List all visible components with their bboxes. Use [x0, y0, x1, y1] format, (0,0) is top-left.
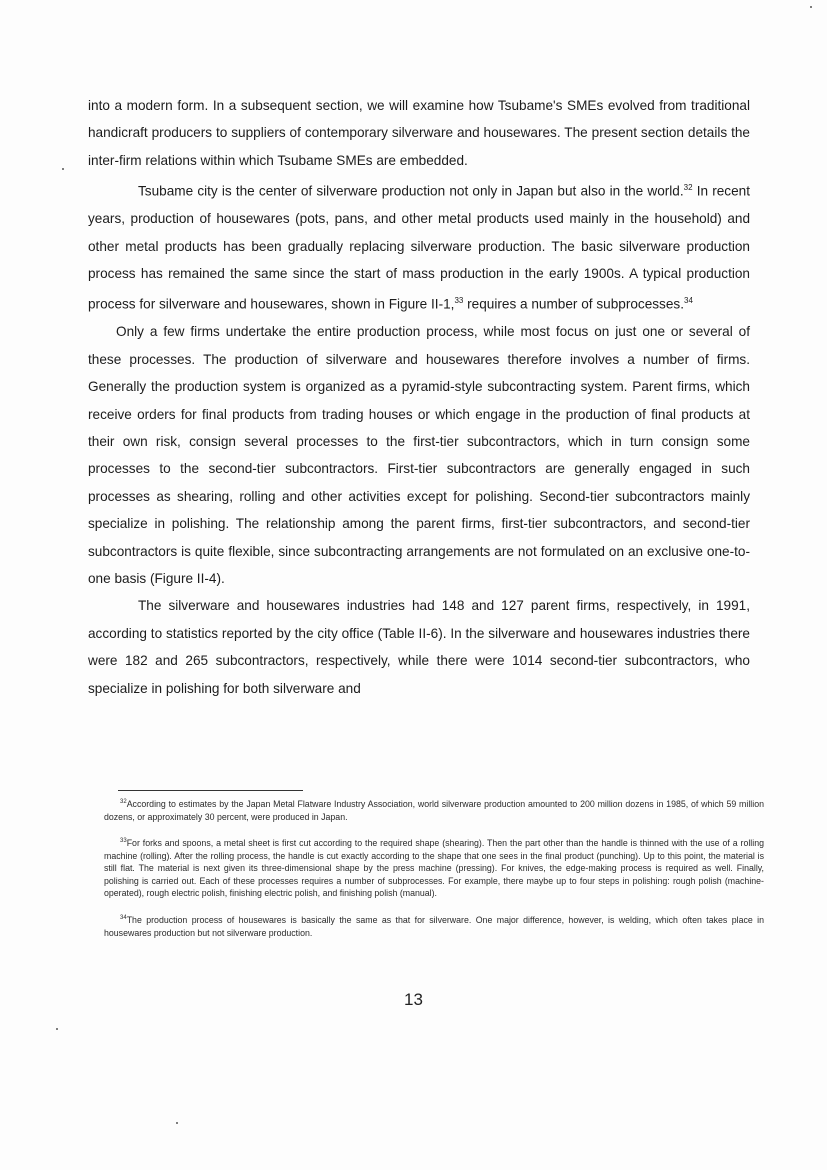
footnote-marker: 33 — [454, 296, 464, 306]
text-run: requires a number of subprocesses. — [463, 296, 684, 312]
scan-speck — [56, 1028, 58, 1030]
text-run: According to estimates by the Japan Metal Flatware Industry Association, world silverware production amounted to 200 million dozens in 1985, of which 59 million dozens, or approximately 30 percent, were produced in Japan. — [104, 798, 764, 822]
scan-speck — [62, 168, 64, 170]
paragraph-firm-processes — [88, 318, 750, 592]
footnote-marker: 33 — [120, 838, 127, 845]
page-number: 13 — [404, 990, 423, 1009]
text-run: For forks and spoons, a metal sheet is first cut according to the required shape (shearing). Then the part other than the handle is thinned with the use of a rolling machine (rolling). After the rolling process, the handle is cut exactly according to the shape that one sees in the final product (punching). Up to this point, the material is still flat. The material is next given its three-dimensional shape by the press machine (pressing). For knives, the edge-making process is required as well. Finally, polishing is carried out. Each of these processes requires a number of subprocesses. For example, there maybe up to four steps in polishing: rough polish (machine-operated), rough electric polish, finishing electric polish, and finishing polish (manual). — [104, 838, 764, 899]
scan-speck — [810, 6, 812, 8]
footnotes — [104, 796, 764, 951]
footnote-marker: 32 — [120, 799, 127, 805]
text-run: Tsubame city is the center of silverware production not only in Japan but also in the world. — [138, 183, 684, 199]
text-run: In recent years, production of housewares (pots, pans, and other metal products used mainly in the household) and other metal products has been gradually replacing silverware production. The basic silverware production process has remained the same since the start of mass production in the early 1900s. A typical production process for silverware and housewares, shown in Figure II-1, — [88, 183, 750, 312]
footnote-33 — [104, 835, 764, 900]
text-run: into a modern form. In a subsequent section, we will examine how Tsubame's SMEs evolved from traditional handicraft producers to suppliers of contemporary silverware and housewares. The present section details the inter-firm relations within which Tsubame SMEs are embedded. — [88, 98, 750, 168]
paragraph-continuation — [88, 92, 750, 174]
footnote-marker: 34 — [684, 296, 693, 306]
footnote-marker: 32 — [683, 183, 693, 193]
footnote-32 — [104, 796, 764, 823]
paragraph-parent-firms — [88, 592, 750, 702]
paragraph-tsubame-center — [88, 174, 750, 318]
text-run: Only a few firms undertake the entire production process, while most focus on just one or several of these processes. The production of silverware and housewares therefore involves a number of firms. Generally the production system is organized as a pyramid-style subcontracting system. Parent firms, which receive orders for final products from trading houses or which engage in the production of final products at their own risk, consign several processes to the first-tier subcontractors, which in turn consign some processes to the second-tier subcontractors. First-tier subcontractors are generally engaged in such processes as shearing, rolling and other activities except for polishing. Second-tier subcontractors mainly specialize in polishing. The relationship among the parent firms, first-tier subcontractors, and second-tier subcontractors is quite flexible, since subcontracting arrangements are not formulated on an exclusive one-to-one basis (Figure II-4). — [88, 324, 750, 586]
footnote-separator — [118, 790, 303, 791]
footnote-marker: 34 — [120, 915, 127, 921]
footnote-34 — [104, 912, 764, 939]
scan-speck — [176, 1122, 178, 1124]
text-run: The silverware and housewares industries had 148 and 127 parent firms, respectively, in 1991, according to statistics reported by the city office (Table II-6). In the silverware and housewares industries there were 182 and 265 subcontractors, respectively, while there were 1014 second-tier subcontractors, who specialize in polishing for both silverware and — [88, 598, 750, 696]
body-text — [88, 92, 750, 702]
text-run: The production process of housewares is basically the same as that for silverware. One major difference, however, is welding, which often takes place in housewares production but not silverware production. — [104, 914, 764, 938]
